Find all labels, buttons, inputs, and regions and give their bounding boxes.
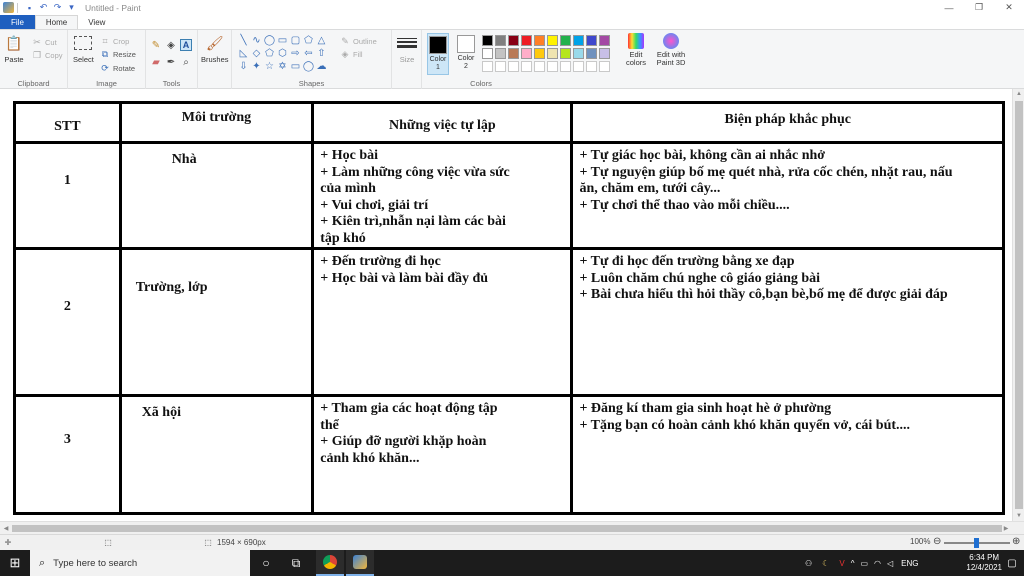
- five-point-star-shape-icon[interactable]: ☆: [265, 61, 274, 72]
- divider: [17, 3, 18, 13]
- brushes-group: [198, 30, 232, 89]
- clock[interactable]: [966, 553, 1002, 573]
- measures-lines: [573, 250, 1002, 304]
- cut-label: Cut: [45, 37, 57, 47]
- resize-button[interactable]: [100, 48, 136, 60]
- table-header-row: [15, 103, 1004, 143]
- table-row: [15, 143, 1004, 249]
- zoom-level: [910, 537, 930, 546]
- tab-home[interactable]: Home: [35, 15, 78, 29]
- outline-dropdown[interactable]: [340, 35, 377, 47]
- custom-color-slot[interactable]: [508, 61, 519, 72]
- tasks-cell: [313, 396, 572, 514]
- selection-size-icon: ⬚: [104, 537, 112, 547]
- cell-text-line: + Giúp đỡ người khặp hoàn: [320, 434, 487, 449]
- cursor-position: [3, 537, 17, 547]
- edit-colors-label: Edit colors: [625, 50, 646, 67]
- copy-button[interactable]: [32, 49, 63, 61]
- shapes-group: [232, 30, 392, 89]
- cell-text-line: + Tự đi học đến trường bằng xe đạp: [579, 254, 795, 269]
- scroll-left-icon[interactable]: ◀: [3, 526, 9, 532]
- cell-text-line: + Đến trường đi học: [320, 254, 441, 269]
- cell-text-line: + Tham gia các hoạt động tập: [320, 401, 498, 416]
- color-picker-icon[interactable]: ✒: [166, 56, 176, 68]
- left-arrow-shape-icon[interactable]: ⇦: [304, 48, 313, 59]
- palette-swatch[interactable]: [547, 48, 558, 59]
- search-icon: ⌕: [39, 556, 46, 569]
- notifications-icon[interactable]: ▢: [1007, 557, 1017, 569]
- header-measures: Biện pháp khắc phục: [572, 103, 1004, 143]
- polygon-shape-icon[interactable]: ⬠: [304, 35, 313, 46]
- colors-group: [422, 30, 690, 89]
- custom-color-slot[interactable]: [521, 61, 532, 72]
- cut-button[interactable]: [32, 36, 57, 48]
- measures-lines: [573, 144, 1002, 214]
- environment-cell: Nhà: [120, 143, 313, 249]
- header-environment: Môi trường: [120, 103, 313, 143]
- environment-cell: Trường, lớp: [120, 249, 313, 396]
- rectangle-shape-icon[interactable]: ▭: [277, 35, 288, 46]
- tasks-cell: [313, 143, 572, 249]
- selection-size: [103, 537, 117, 547]
- rotate-button[interactable]: [100, 62, 135, 74]
- cell-text-line: + Đăng kí tham gia sinh hoạt hè ở phường: [579, 401, 832, 416]
- color-wheel-icon: [628, 33, 644, 49]
- taskbar-search[interactable]: [30, 550, 250, 576]
- edit-with-paint3d-button[interactable]: [654, 33, 688, 67]
- rotate-label: Rotate: [113, 63, 136, 73]
- palette-swatch[interactable]: [599, 35, 610, 46]
- palette-swatch[interactable]: [521, 48, 532, 59]
- tasks-cell: [313, 249, 572, 396]
- triangle-shape-icon[interactable]: △: [317, 35, 326, 46]
- table-row: [15, 249, 1004, 396]
- rotate-icon: ⟳: [101, 62, 109, 73]
- clock-time: 6:34 PM: [969, 553, 1000, 562]
- palette-swatch[interactable]: [586, 48, 597, 59]
- curve-shape-icon[interactable]: ∿: [252, 35, 261, 46]
- table-row: [15, 396, 1004, 514]
- cell-text-line: + Tự nguyện giúp bố mẹ quét nhà, rửa cốc chén, nhặt rau, nấu: [579, 164, 953, 180]
- pentagon-shape-icon[interactable]: ⬠: [265, 48, 274, 59]
- four-point-star-shape-icon[interactable]: ✦: [252, 61, 261, 72]
- palette-swatch[interactable]: [599, 48, 610, 59]
- line-width-icon: [396, 33, 418, 53]
- custom-color-slot[interactable]: [573, 61, 584, 72]
- edit-paint3d-label: Edit with Paint 3D: [656, 50, 686, 67]
- rounded-rectangle-shape-icon[interactable]: ▢: [290, 35, 301, 46]
- header-tasks: Những việc tự lập: [313, 103, 572, 143]
- clipboard-group: [0, 30, 68, 89]
- night-light-icon[interactable]: ☾: [822, 558, 830, 568]
- tasks-lines: [314, 144, 570, 247]
- cell-text-line: tập khó: [320, 230, 366, 246]
- measures-lines: [573, 397, 1002, 434]
- drawing-canvas[interactable]: [0, 89, 1012, 521]
- crop-button[interactable]: [100, 35, 129, 47]
- custom-color-slot[interactable]: [560, 61, 571, 72]
- task-view-icon[interactable]: ⧉: [291, 555, 301, 570]
- eraser-icon[interactable]: ▰: [152, 56, 160, 68]
- zoom-text: 100%: [910, 537, 931, 546]
- stt-cell: 1: [15, 143, 121, 249]
- volume-icon[interactable]: ◁: [887, 558, 894, 568]
- drawn-table: [13, 101, 1005, 515]
- paint3d-icon: [663, 33, 679, 49]
- palette-swatch[interactable]: [534, 35, 545, 46]
- palette-swatch[interactable]: [508, 48, 519, 59]
- palette-swatch[interactable]: [508, 35, 519, 46]
- cell-text-line: + Học bài và làm bài đầy đủ: [320, 270, 489, 286]
- resize-icon: ⧉: [101, 48, 109, 59]
- wifi-icon[interactable]: ◠: [874, 558, 881, 568]
- crop-icon: ⌗: [102, 35, 108, 46]
- taskbar: [0, 550, 1024, 576]
- palette-swatch[interactable]: [560, 48, 571, 59]
- title-bar: [0, 0, 1024, 15]
- restore-button[interactable]: ❐: [974, 2, 984, 12]
- fill-label: Fill: [353, 49, 363, 59]
- custom-color-slot[interactable]: [534, 61, 545, 72]
- tab-view[interactable]: View: [88, 17, 106, 27]
- size-group: [392, 30, 422, 89]
- right-triangle-shape-icon[interactable]: ◺: [239, 48, 248, 59]
- undo-icon[interactable]: ↶: [39, 2, 48, 12]
- window-controls: [934, 0, 1024, 15]
- magnifier-icon[interactable]: ⌕: [183, 56, 189, 68]
- environment-cell: Xã hội: [120, 396, 313, 514]
- cell-text-line: + Vui chơi, giải trí: [320, 197, 429, 213]
- ribbon-tabs: [0, 15, 1024, 29]
- select-label: Select: [73, 55, 94, 64]
- color1-label: Color 1: [429, 56, 447, 71]
- image-group: [68, 30, 146, 89]
- six-point-star-shape-icon[interactable]: ✡: [278, 61, 287, 72]
- cell-text-line: thể: [320, 417, 339, 433]
- paint-app-icon: [3, 2, 14, 13]
- color2-label: Color 2: [457, 55, 475, 70]
- palette-swatch[interactable]: [586, 35, 597, 46]
- horizontal-scrollbar[interactable]: [0, 521, 1024, 534]
- measures-cell: [572, 396, 1004, 514]
- copy-label: Copy: [45, 50, 63, 60]
- select-button[interactable]: [73, 33, 94, 64]
- search-placeholder: Type here to search: [53, 557, 138, 569]
- line-shape-icon[interactable]: ╲: [240, 35, 247, 46]
- colors-group-label: Colors: [470, 79, 492, 88]
- minimize-button[interactable]: —: [944, 2, 954, 13]
- cell-text-line: + Tự chơi thể thao vào mỗi chiều....: [579, 197, 790, 213]
- outline-icon: ✎: [341, 35, 349, 46]
- zoom-out-icon[interactable]: ⊖: [933, 536, 942, 547]
- image-group-label: Image: [96, 79, 117, 88]
- tab-file[interactable]: File: [0, 15, 35, 29]
- header-stt: STT: [15, 103, 121, 143]
- horizontal-scroll-thumb[interactable]: [12, 525, 1002, 532]
- callout-shape-icon[interactable]: ▭: [290, 61, 301, 72]
- pencil-icon[interactable]: ✎: [151, 39, 161, 51]
- save-icon[interactable]: ▪: [27, 2, 32, 13]
- oval-callout-shape-icon[interactable]: ◯: [302, 61, 315, 72]
- palette-swatch[interactable]: [560, 35, 571, 46]
- brush-icon: 🖌: [205, 34, 224, 51]
- outline-label: Outline: [353, 36, 377, 46]
- fill-icon: ◈: [341, 48, 349, 59]
- custom-color-slot[interactable]: [599, 61, 610, 72]
- cortana-icon[interactable]: ○: [262, 556, 270, 570]
- oval-shape-icon[interactable]: ◯: [263, 35, 276, 46]
- cell-text-line: + Làm những công việc vừa sức: [320, 164, 510, 180]
- cell-text-line: + Học bài: [320, 148, 378, 163]
- clipboard-group-label: Clipboard: [17, 79, 50, 88]
- custom-color-slot[interactable]: [586, 61, 597, 72]
- paint-taskbar-icon[interactable]: [346, 550, 374, 576]
- vpn-icon[interactable]: V: [839, 558, 845, 568]
- up-arrow-shape-icon[interactable]: ⇧: [317, 48, 326, 59]
- tools-group-label: Tools: [162, 79, 181, 88]
- hexagon-shape-icon[interactable]: ⬡: [278, 48, 287, 59]
- cell-text-line: cảnh khó khăn...: [320, 450, 420, 466]
- scroll-down-icon[interactable]: ▼: [1016, 513, 1022, 519]
- palette-swatch[interactable]: [482, 48, 493, 59]
- cell-text-line: của mình: [320, 181, 376, 196]
- cell-text-line: + Kiên trì,nhẫn nại làm các bài: [320, 214, 506, 229]
- stt-cell: 2: [15, 249, 121, 396]
- clock-date: 12/4/2021: [966, 563, 1002, 572]
- copy-icon: ❐: [32, 49, 42, 60]
- redo-icon[interactable]: ↷: [53, 2, 62, 12]
- windows-start-icon[interactable]: ⊞: [9, 555, 21, 570]
- size-button[interactable]: [396, 33, 418, 64]
- system-tray: [805, 550, 919, 576]
- people-icon[interactable]: ⚇: [805, 558, 813, 568]
- diamond-shape-icon[interactable]: ◇: [252, 48, 261, 59]
- size-label: Size: [399, 55, 415, 64]
- canvas-area[interactable]: [0, 89, 1024, 521]
- color1-box: [429, 36, 447, 54]
- cell-text-line: + Bài chưa hiểu thì hỏi thầy cô,bạn bè,bố mẹ để được giải đáp: [579, 287, 948, 302]
- image-dimensions: [203, 537, 266, 547]
- fill-bucket-icon[interactable]: ◈: [167, 39, 175, 51]
- crosshair-icon: ✛: [4, 537, 12, 547]
- close-button[interactable]: ✕: [1005, 2, 1013, 12]
- resize-label: Resize: [113, 49, 136, 59]
- cell-text-line: + Tự giác học bài, không cần ai nhắc nhở: [579, 148, 826, 163]
- zoom-slider-handle[interactable]: [974, 538, 979, 548]
- color2-box: [457, 35, 475, 53]
- cell-text-line: ăn, chăm em, tưới cây...: [579, 181, 721, 196]
- custom-color-slot[interactable]: [547, 61, 558, 72]
- right-arrow-shape-icon[interactable]: ⇨: [291, 48, 300, 59]
- palette-swatch[interactable]: [534, 48, 545, 59]
- palette-swatch[interactable]: [573, 48, 584, 59]
- palette-swatch[interactable]: [547, 35, 558, 46]
- text-tool-icon[interactable]: A: [180, 39, 192, 51]
- cell-text-line: + Luôn chăm chú nghe cô giáo giảng bài: [579, 270, 821, 286]
- image-dimensions-text: 1594 × 690px: [217, 537, 266, 547]
- cloud-callout-shape-icon[interactable]: ☁: [316, 61, 327, 72]
- measures-cell: [572, 249, 1004, 396]
- scroll-right-icon[interactable]: ▶: [1003, 526, 1009, 532]
- custom-color-slot[interactable]: [495, 61, 506, 72]
- chrome-taskbar-icon[interactable]: [316, 550, 344, 576]
- color2-selector[interactable]: [455, 33, 477, 75]
- stt-cell: 3: [15, 396, 121, 514]
- brushes-label: Brushes: [201, 55, 229, 64]
- scroll-up-icon[interactable]: ▲: [1016, 91, 1022, 97]
- tasks-lines: [314, 250, 570, 287]
- vertical-scrollbar[interactable]: [1012, 89, 1024, 521]
- ribbon: [0, 29, 1024, 89]
- tools-group: [146, 30, 198, 89]
- selection-icon: [74, 36, 92, 50]
- down-arrow-shape-icon[interactable]: ⇩: [239, 61, 248, 72]
- measures-cell: [572, 143, 1004, 249]
- fill-dropdown[interactable]: [340, 48, 363, 60]
- edit-colors-button[interactable]: [622, 33, 650, 67]
- palette-swatch[interactable]: [495, 48, 506, 59]
- zoom-in-icon[interactable]: ⊕: [1012, 536, 1021, 547]
- custom-color-slot[interactable]: [482, 61, 493, 72]
- color1-selector[interactable]: [427, 33, 449, 75]
- language-indicator[interactable]: ENG: [901, 558, 919, 568]
- paste-label: Paste: [4, 55, 24, 64]
- window-title: Untitled - Paint: [85, 2, 141, 13]
- tasks-lines: [314, 397, 570, 467]
- show-hidden-icons-icon[interactable]: ^: [850, 558, 855, 568]
- clipboard-icon: 📋: [5, 34, 23, 51]
- battery-icon[interactable]: ▭: [860, 558, 869, 568]
- palette-swatch[interactable]: [573, 35, 584, 46]
- quick-access-customize-icon[interactable]: ▾: [69, 2, 74, 12]
- status-bar: [0, 534, 1024, 550]
- cell-text-line: + Tặng bạn có hoàn cảnh khó khăn quyển vở, cái bút....: [579, 417, 911, 433]
- brushes-button[interactable]: [201, 33, 229, 64]
- crop-label: Crop: [113, 36, 130, 46]
- vertical-scroll-thumb[interactable]: [1015, 101, 1023, 509]
- palette-swatch[interactable]: [482, 35, 493, 46]
- palette-swatch[interactable]: [521, 35, 532, 46]
- image-size-icon: ⬚: [204, 537, 212, 547]
- scissors-icon: ✂: [33, 36, 41, 47]
- palette-swatch[interactable]: [495, 35, 506, 46]
- shapes-group-label: Shapes: [298, 79, 325, 88]
- paste-button[interactable]: [4, 33, 24, 64]
